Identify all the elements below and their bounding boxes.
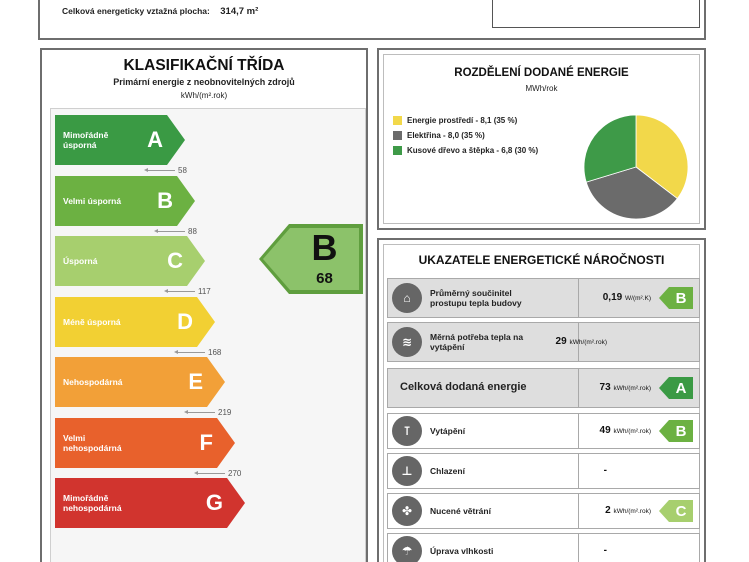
class-band-label: Méně úsporná: [63, 316, 121, 327]
indicator-label: Průměrný součinitel prostupu tepla budovy: [430, 288, 522, 308]
class-limit: [187, 408, 231, 417]
indicator-class-letter: B: [669, 420, 693, 442]
indicator-label: Úprava vlhkosti: [430, 546, 494, 556]
indicator-number: -: [603, 545, 607, 556]
fan-icon: ✤: [392, 496, 422, 526]
current-class-letter: B: [311, 227, 338, 268]
indicator-class-letter: A: [669, 377, 693, 399]
indicator-number: 49: [599, 425, 611, 436]
class-band-g: [55, 478, 245, 528]
class-limit: [147, 166, 187, 175]
class-limit: [177, 348, 221, 357]
class-limit: [157, 227, 197, 236]
classification-panel: [40, 48, 368, 562]
indicators-title: UKAZATELE ENERGETICKÉ NÁROČNOSTI: [418, 253, 665, 267]
energy-distribution-panel: [377, 48, 706, 230]
indicator-row: [387, 533, 700, 562]
class-limit-value: 117: [198, 287, 211, 296]
class-band-c: [55, 236, 205, 286]
class-limit-value: 270: [228, 468, 242, 478]
top-right-box: [492, 0, 700, 28]
indicator-number: 2: [605, 505, 611, 516]
class-band-f: [55, 418, 235, 468]
indicator-number: -: [603, 465, 607, 476]
indicator-label: Celková dodaná energie: [400, 380, 527, 393]
indicator-value: [556, 336, 607, 347]
distribution-unit: MWh/rok: [525, 84, 558, 93]
class-band-letter: A: [147, 127, 163, 152]
current-class-value: 68: [316, 270, 333, 287]
class-limit-value: 219: [218, 408, 232, 417]
radiator-icon: ≋: [392, 327, 422, 357]
class-band-label: Mimořádně nehospodárná: [63, 493, 122, 513]
legend-item: [393, 143, 538, 158]
class-band-d: [55, 297, 215, 347]
indicator-number: 0,19: [602, 292, 623, 303]
indicator-value: [604, 465, 607, 476]
floor-area: [62, 6, 258, 17]
legend-label: Elektřina - 8,0 (35 %): [407, 131, 485, 140]
class-band-b: [55, 176, 195, 226]
legend-swatch: [393, 131, 402, 140]
distribution-pie-chart: [583, 114, 689, 220]
indicator-row: [387, 322, 700, 362]
class-band-label: Velmi nehospodárná: [63, 432, 122, 453]
indicator-value: [605, 505, 651, 516]
indicator-row: [387, 413, 700, 449]
classification-scale: [50, 108, 366, 562]
class-band-letter: C: [167, 248, 183, 273]
indicator-label: Měrná potřeba tepla na vytápění: [430, 332, 524, 352]
class-band-letter: D: [177, 308, 193, 334]
humidity-icon: ☂: [392, 536, 422, 562]
indicator-value: [603, 292, 651, 303]
legend-item: [393, 128, 538, 143]
house-icon: ⌂: [392, 283, 422, 313]
indicator-number: 29: [555, 336, 567, 347]
distribution-legend: [393, 113, 538, 158]
indicator-label: Nucené větrání: [430, 506, 491, 516]
indicator-unit: kWh/(m².rok): [613, 385, 651, 392]
legend-item: [393, 113, 538, 128]
class-band-a: [55, 115, 185, 165]
class-limit: [167, 287, 211, 296]
class-band-label: Velmi úsporná: [63, 195, 122, 206]
current-class-indicator: [259, 224, 363, 294]
indicator-value: [600, 425, 651, 436]
floor-area-label: Celková energeticky vztažná plocha:: [62, 6, 210, 16]
class-limit-value: 58: [178, 166, 187, 175]
class-band-letter: B: [157, 187, 173, 213]
indicators-panel: [377, 238, 706, 562]
class-band-label: Nehospodárná: [63, 377, 123, 387]
indicator-class-letter: B: [669, 287, 693, 309]
class-band-label: Úsporná: [63, 256, 98, 266]
indicator-class-badge: [659, 500, 693, 522]
indicator-unit: kWh/(m².rok): [569, 339, 607, 346]
class-band-label: Mimořádně úsporná: [63, 130, 109, 150]
indicator-unit: kWh/(m².rok): [613, 428, 651, 435]
indicator-value: [600, 382, 651, 393]
indicator-value: [604, 545, 607, 556]
class-band-letter: G: [205, 490, 223, 515]
classification-subtitle: Primární energie z neobnovitelných zdrojů: [113, 77, 295, 87]
indicator-row: [387, 453, 700, 489]
legend-swatch: [393, 116, 402, 125]
indicator-number: 73: [599, 382, 611, 393]
thermometer-cold-icon: ⊥: [392, 456, 422, 486]
indicator-row: [387, 368, 700, 408]
indicator-row: [387, 493, 700, 529]
class-band-letter: F: [199, 429, 213, 455]
classification-title: KLASIFIKAČNÍ TŘÍDA: [123, 57, 285, 74]
legend-label: Energie prostředí - 8,1 (35 %): [407, 116, 518, 125]
indicator-class-badge: [659, 377, 693, 399]
legend-label: Kusové dřevo a štěpka - 6,8 (30 %): [407, 146, 539, 155]
indicator-class-badge: [659, 420, 693, 442]
class-band-letter: E: [188, 369, 203, 394]
class-band-e: [55, 357, 225, 407]
indicator-label: Chlazení: [430, 466, 465, 476]
legend-swatch: [393, 146, 402, 155]
indicator-row: [387, 278, 700, 318]
class-limit-value: 168: [208, 347, 222, 357]
indicator-class-badge: [659, 287, 693, 309]
top-summary-strip: [38, 0, 706, 40]
floor-area-value: 314,7 m²: [220, 6, 259, 17]
thermometer-icon: ⊺: [392, 416, 422, 446]
indicator-unit: W/(m².K): [625, 295, 651, 302]
class-limit-value: 88: [188, 226, 197, 236]
class-limit: [197, 469, 241, 478]
indicator-class-letter: C: [669, 500, 693, 522]
indicator-label: Vytápění: [430, 426, 466, 436]
distribution-title: ROZDĚLENÍ DODANÉ ENERGIE: [454, 67, 629, 79]
indicator-unit: kWh/(m².rok): [613, 508, 651, 515]
classification-unit: kWh/(m².rok): [180, 91, 228, 100]
